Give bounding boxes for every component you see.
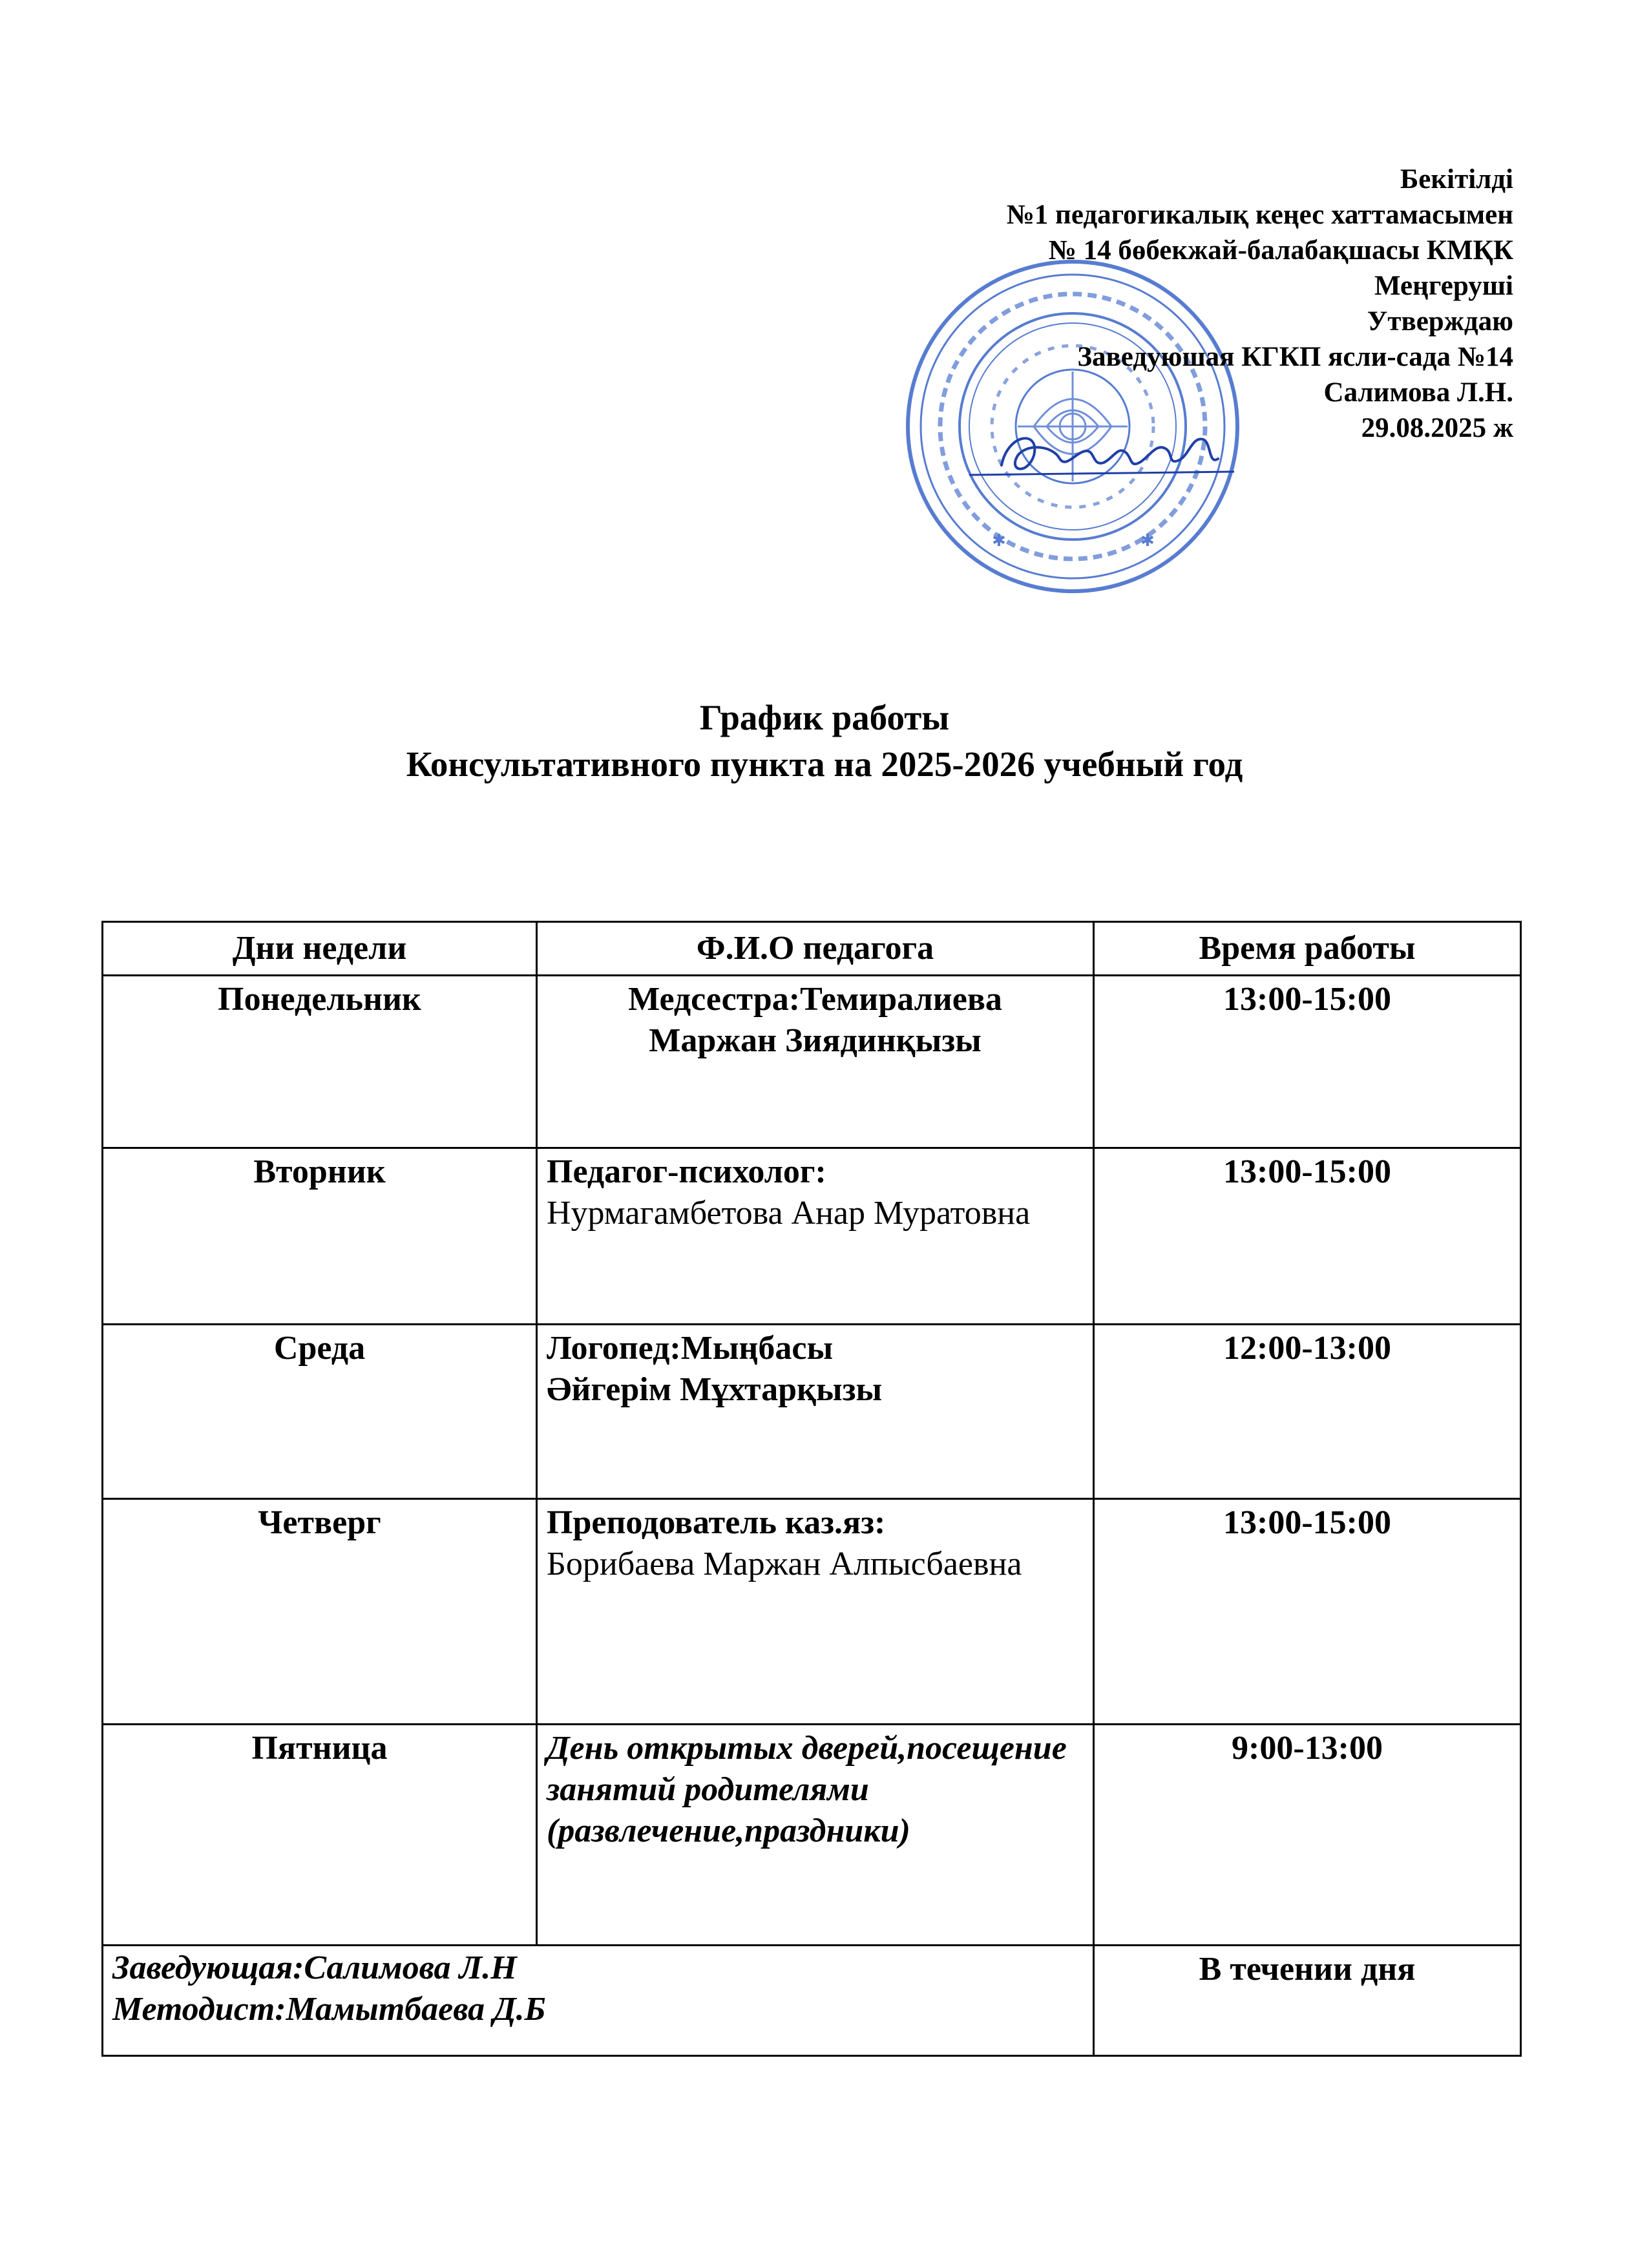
- schedule-table: [101, 921, 1522, 2057]
- staff-role: Преподователь каз.яз:: [547, 1504, 886, 1541]
- time-cell: 13:00-15:00: [1094, 1148, 1521, 1325]
- staff-role: Медсестра:Темиралиева: [628, 981, 1002, 1018]
- time-cell: 9:00-13:00: [1094, 1725, 1521, 1946]
- admin-cell: [103, 1946, 1094, 2056]
- staff-name: Нурмагамбетова Анар Муратовна: [547, 1195, 1031, 1232]
- table-row: [103, 976, 1521, 1148]
- approval-block: [673, 162, 1513, 446]
- admin-methodist: Методист:Мамытбаева Д.Б: [112, 1991, 546, 2028]
- staff-name: Борибаева Маржан Алпысбаевна: [547, 1546, 1022, 1582]
- approval-ru-head: Заведуюшая КГКП ясли-сада №14: [1077, 342, 1513, 372]
- day-cell: Среда: [103, 1325, 537, 1499]
- day-cell: Вторник: [103, 1148, 537, 1325]
- time-cell: 13:00-15:00: [1094, 1499, 1521, 1725]
- approval-kz-approved: Бекітілді: [1400, 164, 1513, 194]
- table-header-row: [103, 922, 1521, 976]
- approval-date: 29.08.2025 ж: [1361, 413, 1513, 443]
- approval-kz-head: Меңгеруші: [1374, 271, 1513, 301]
- staff-name: Маржан Зиядинқызы: [649, 1022, 982, 1059]
- signature: [963, 420, 1266, 498]
- svg-text:✱: ✱: [1140, 531, 1155, 551]
- title-line-2: Консультативного пункта на 2025-2026 учебный год: [406, 744, 1243, 784]
- document-title: [0, 695, 1649, 788]
- day-cell: Пятница: [103, 1725, 537, 1946]
- staff-cell: [537, 1325, 1094, 1499]
- staff-cell: [537, 1148, 1094, 1325]
- header-teacher: Ф.И.О педагога: [537, 922, 1094, 976]
- day-cell: Понедельник: [103, 976, 537, 1148]
- header-time: Время работы: [1094, 922, 1521, 976]
- staff-role: Педагог-психолог:: [547, 1153, 826, 1190]
- staff-role: Логопед:Мыңбасы: [547, 1330, 834, 1367]
- table-row: [103, 1325, 1521, 1499]
- table-row: [103, 1725, 1521, 1946]
- approval-kz-protocol: №1 педагогикалық кеңес хаттамасымен: [1006, 200, 1513, 230]
- table-row: [103, 1148, 1521, 1325]
- svg-text:✱: ✱: [992, 531, 1006, 551]
- table-row: [103, 1499, 1521, 1725]
- day-cell: Четверг: [103, 1499, 537, 1725]
- time-cell: 13:00-15:00: [1094, 976, 1521, 1148]
- approval-ru-name: Салимова Л.Н.: [1323, 377, 1513, 408]
- staff-cell: [537, 1725, 1094, 1946]
- title-line-1: График работы: [699, 698, 950, 737]
- time-cell: 12:00-13:00: [1094, 1325, 1521, 1499]
- staff-cell: [537, 1499, 1094, 1725]
- approval-kz-org: № 14 бөбекжай-балабақшасы КМҚК: [1048, 235, 1513, 266]
- open-day-activity: День открытых дверей,посещение занятий родителями (развлечение,праздники): [547, 1730, 1067, 1849]
- header-days: Дни недели: [103, 922, 537, 976]
- admin-head: Заведующая:Салимова Л.Н: [112, 1949, 517, 1986]
- staff-name: Әйгерім Мұхтарқызы: [547, 1371, 883, 1408]
- table-row-admin: [103, 1946, 1521, 2056]
- approval-ru-approved: Утверждаю: [1367, 306, 1513, 337]
- staff-cell: [537, 976, 1094, 1148]
- admin-time-cell: В течении дня: [1094, 1946, 1521, 2056]
